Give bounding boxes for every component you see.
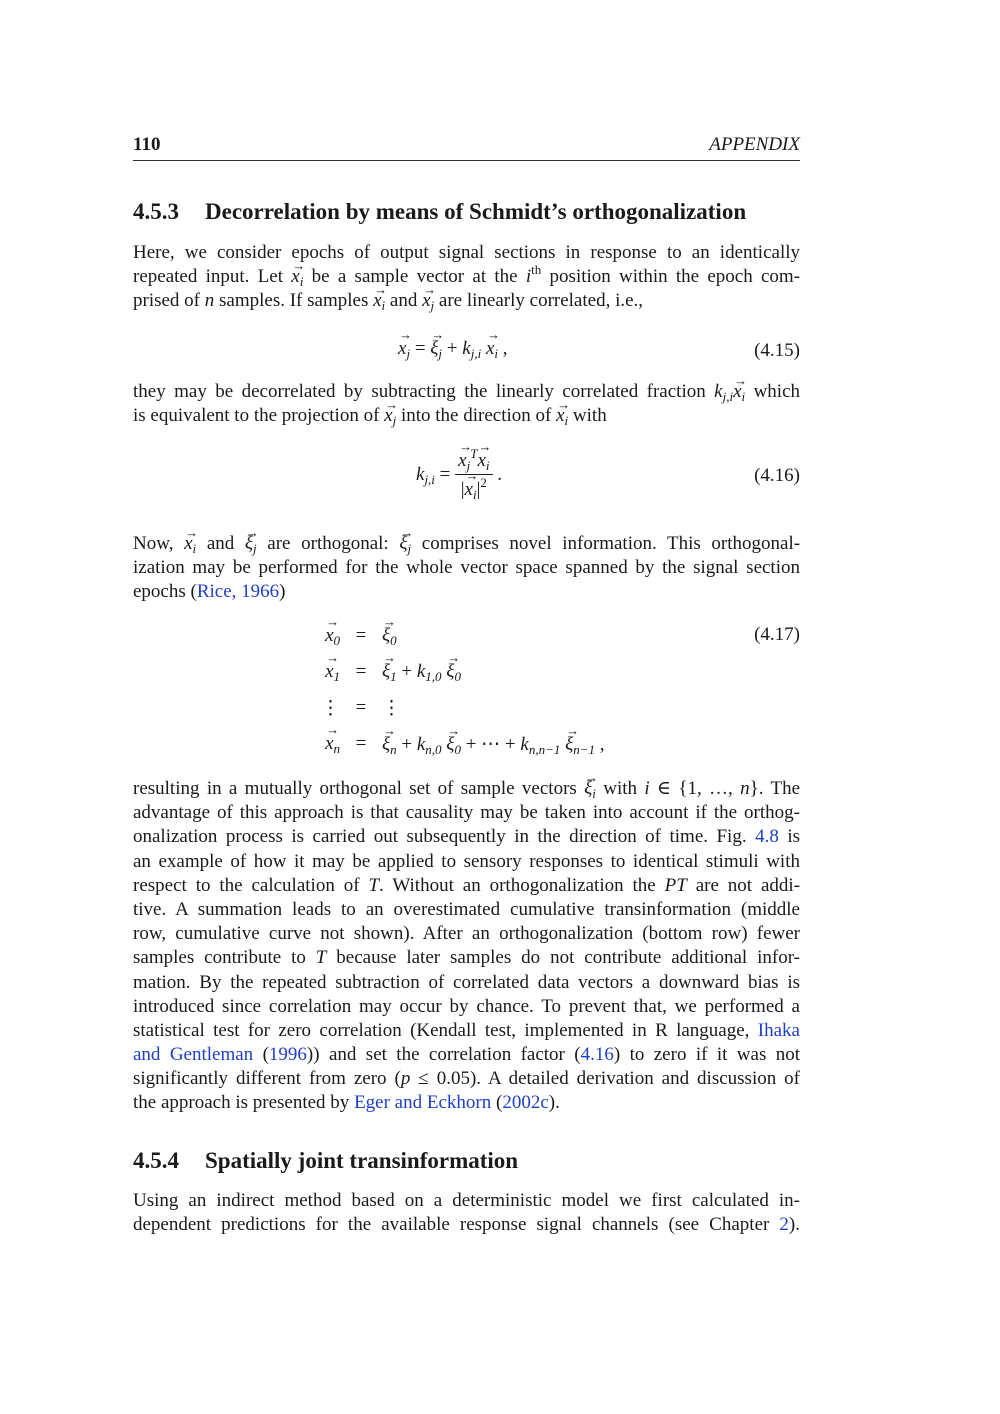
text-line: row, cumulative curve not shown). After an orthogonalization (bottom row) fewer bbox=[133, 923, 800, 945]
citation-ihaka[interactable]: Ihaka bbox=[757, 1019, 800, 1041]
citation-rice[interactable]: Rice, 1966 bbox=[196, 581, 280, 603]
equation-ref[interactable]: 4.16 bbox=[580, 1044, 614, 1066]
citation-eger-year[interactable]: 2002c bbox=[502, 1092, 549, 1114]
section-number: 4.5.3 bbox=[133, 199, 179, 224]
text-line: Now, → $x_i$ and → $\xi_j$ are orthogonal: → $\xi_j$ comprises novel information. This orthogonal- bbox=[133, 532, 800, 556]
text-line: they may be decorrelated by subtracting the linearly correlated fraction $k_{j,i}\to x_i$ which bbox=[133, 380, 800, 404]
paragraph-result bbox=[133, 777, 800, 1116]
section-number: 4.5.4 bbox=[133, 1148, 179, 1173]
text-line: ization may be performed for the whole vector space spanned by the signal section bbox=[133, 557, 800, 579]
section-heading-453 bbox=[133, 199, 746, 225]
section-heading-454 bbox=[133, 1148, 518, 1174]
paragraph-decorrelation bbox=[133, 380, 800, 428]
equation-4-16: $k_{j,i}$ = → $\frac{x_j^T\to x_i}{|\to x_i|^2}$ . bbox=[416, 450, 502, 501]
equation-4-15: → $x_j$ = → $\xi_j + k_{j,i} \to x_i$ , bbox=[398, 338, 508, 360]
citation-ihaka[interactable]: and Gentleman bbox=[133, 1044, 254, 1066]
text-line: repeated input. Let → $x_i$ be a sample vector at the $i^{th}$ position within the epoch com- bbox=[133, 265, 800, 289]
text-line: samples contribute to T because later samples do not contribute additional infor- bbox=[133, 947, 800, 969]
text-line: statistical test for zero correlation (Kendall test, implemented in R language, Ihaka bbox=[133, 1019, 800, 1041]
paragraph-orthogonal bbox=[133, 532, 800, 605]
figure-ref[interactable]: 4.8 bbox=[755, 826, 779, 848]
text-line: resulting in a mutually orthogonal set of sample vectors → $\xi_i$ with i ∈ {1, …, n}. The bbox=[133, 777, 800, 801]
text-line: respect to the calculation of T. Without an orthogonalization the PT are not addi- bbox=[133, 874, 801, 896]
text-line: epochs (Rice, 1966) bbox=[133, 581, 286, 603]
text-line: mation. By the repeated subtraction of correlated data vectors a downward bias is bbox=[133, 971, 800, 993]
equation-label: (4.16) bbox=[754, 465, 800, 486]
text-line: is equivalent to the projection of → $x_j$ into the direction of → $x_i$ with bbox=[133, 404, 800, 428]
equation-label: (4.15) bbox=[754, 340, 800, 361]
paragraph-intro bbox=[133, 241, 800, 314]
chapter-ref[interactable]: 2 bbox=[779, 1214, 789, 1236]
paragraph-spatial bbox=[133, 1189, 800, 1237]
text-line: advantage of this approach is that causality may be taken into account if the orthog- bbox=[133, 802, 800, 824]
page-number: 110 bbox=[133, 134, 161, 155]
text-line: Using an indirect method based on a deterministic model we first calculated in- bbox=[133, 1190, 800, 1211]
text-line: introduced since correlation may occur by chance. To prevent that, we performed a bbox=[133, 995, 800, 1017]
citation-ihaka-year[interactable]: 1996 bbox=[268, 1044, 307, 1066]
text-line: the approach is presented by Eger and Eckhorn (2002c). bbox=[133, 1092, 560, 1114]
equation-label: (4.17) bbox=[754, 624, 800, 645]
text-line: dependent predictions for the available response signal channels (see Chapter 2). bbox=[133, 1214, 800, 1236]
text-line: tive. A summation leads to an overestimated cumulative transinformation (middle bbox=[133, 898, 800, 920]
header-rule bbox=[133, 160, 800, 161]
text-line: onalization process is carried out subsequently in the direction of time. Fig. 4.8 is bbox=[133, 826, 800, 848]
citation-eger[interactable]: Eger and Eckhorn bbox=[354, 1092, 492, 1114]
equation-4-17: → $x_0$ = → $\xi_0$ → $x_1$ = → $\xi_1 + k_{1,0} \to \xi_0$ ⋮ = ⋮ → $x_n$ = → $\xi_n + k_{n,0} \to \xi_0$ + ⋯ + $k_{n,n-1} \to \xi_{n-1}$ , bbox=[300, 618, 605, 762]
text-line: an example of how it may be applied to sensory responses to identical stimuli with bbox=[133, 850, 800, 872]
section-title: Decorrelation by means of Schmidt’s orthogonalization bbox=[205, 199, 747, 224]
text-line: Here, we consider epochs of output signal sections in response to an identically bbox=[133, 242, 800, 263]
running-head: APPENDIX bbox=[709, 134, 800, 155]
text-line: significantly different from zero (p ≤ 0.05). A detailed derivation and discussion of bbox=[133, 1068, 801, 1090]
text-line: and Gentleman (1996)) and set the correlation factor (4.16) to zero if it was not bbox=[133, 1044, 801, 1066]
text-line: prised of n samples. If samples → $x_i$ and → $x_j$ are linearly correlated, i.e., bbox=[133, 289, 800, 313]
section-title: Spatially joint transinformation bbox=[205, 1148, 519, 1173]
